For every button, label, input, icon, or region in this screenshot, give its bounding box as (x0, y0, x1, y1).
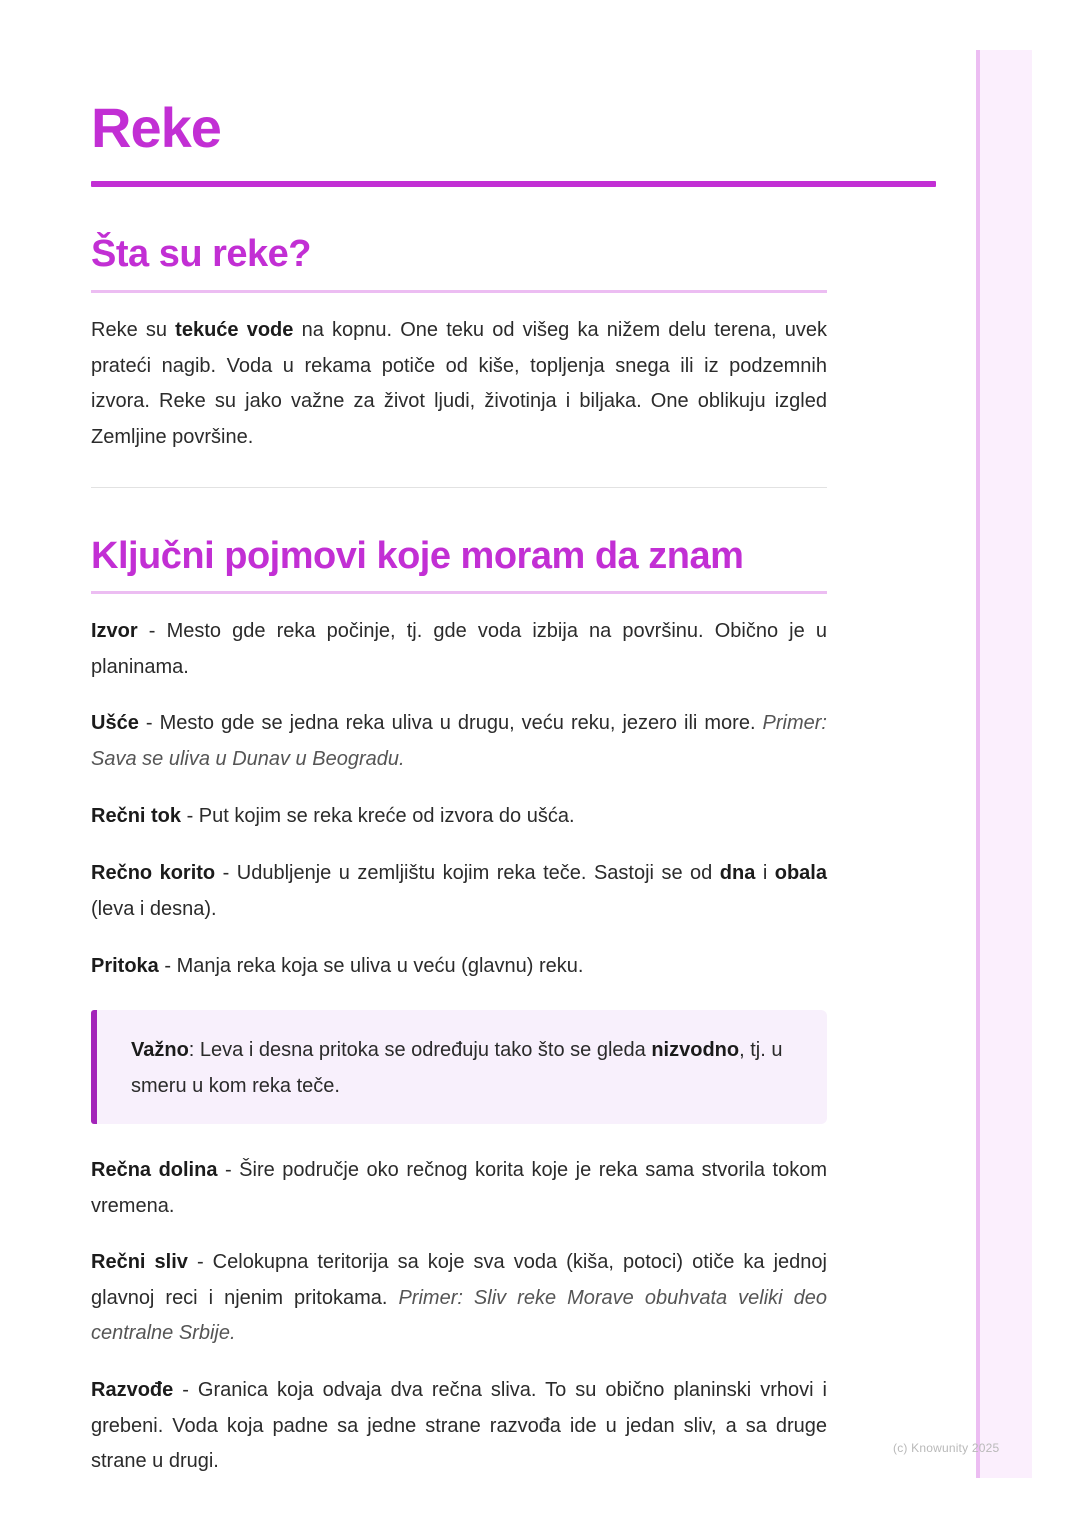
section-divider (91, 487, 827, 488)
intro-paragraph: Reke su tekuće vode na kopnu. One teku od višeg ka nižem delu terena, uvek prateći nagib. Voda u rekama potiče od kiše, topljenja snega ili iz podzemnih izvora. Reke su jako važne za život ljudi, životinja i biljaka. One oblikuju izgled Zemljine površine. (91, 319, 827, 448)
term-label: Pritoka (91, 955, 159, 977)
important-callout (91, 1010, 827, 1124)
copyright-footer: (c) Knowunity 2025 (893, 1441, 1000, 1455)
callout-label: Važno (131, 1039, 189, 1061)
term-pritoka: Pritoka - Manja reka koja se uliva u veću (glavnu) reku. (91, 955, 584, 977)
term-recni-tok: Rečni tok - Put kojim se reka kreće od izvora do ušća. (91, 805, 575, 827)
section-heading-underline (91, 290, 827, 293)
side-margin-band (976, 50, 1032, 1478)
term-recno-korito: Rečno korito - Udubljenje u zemljištu kojim reka teče. Sastoji se od dna i obala (leva i desna). (91, 862, 827, 920)
term-label: Rečni tok (91, 805, 182, 827)
section-heading-underline (91, 591, 827, 594)
term-label: Rečno korito (91, 862, 216, 884)
term-usce: Ušće - Mesto gde se jedna reka uliva u drugu, veću reku, jezero ili more. Primer: Sava se uliva u Dunav u Beogradu. (91, 712, 827, 770)
example-text: Primer: Sava se uliva u Dunav u Beogradu. (91, 712, 827, 770)
term-label: Rečni sliv (91, 1251, 188, 1273)
term-label: Rečna dolina (91, 1159, 218, 1181)
section-heading-sta-su-reke: Šta su reke? (91, 233, 311, 275)
callout-text: Važno: Leva i desna pritoka se određuju tako što se gleda nizvodno, tj. u smeru u kom reka teče. (131, 1039, 783, 1097)
term-label: Ušće (91, 712, 139, 734)
bold-term: tekuće vode (175, 319, 294, 341)
section-heading-kljucni-pojmovi: Ključni pojmovi koje moram da znam (91, 535, 744, 577)
term-label: Razvođe (91, 1379, 174, 1401)
title-underline (91, 181, 936, 187)
term-recni-sliv: Rečni sliv - Celokupna teritorija sa koje sva voda (kiša, potoci) otiče ka jednoj glavnoj reci i njenim pritokama. Primer: Sliv reke Morave obuhvata veliki deo centralne Srbije. (91, 1251, 827, 1344)
page-title: Reke (91, 96, 221, 159)
term-recna-dolina: Rečna dolina - Šire područje oko rečnog korita koje je reka sama stvorila tokom vremena. (91, 1159, 827, 1217)
example-text: Primer: Sliv reke Morave obuhvata veliki deo centralne Srbije. (91, 1286, 827, 1344)
term-izvor: Izvor - Mesto gde reka počinje, tj. gde voda izbija na površinu. Obično je u planinama. (91, 620, 827, 678)
term-label: Izvor (91, 620, 138, 642)
term-razvode: Razvođe - Granica koja odvaja dva rečna sliva. To su obično planinski vrhovi i grebeni. Voda koja padne sa jedne strane razvođa ide u jedan sliv, a sa druge strane u drugi. (91, 1379, 827, 1472)
